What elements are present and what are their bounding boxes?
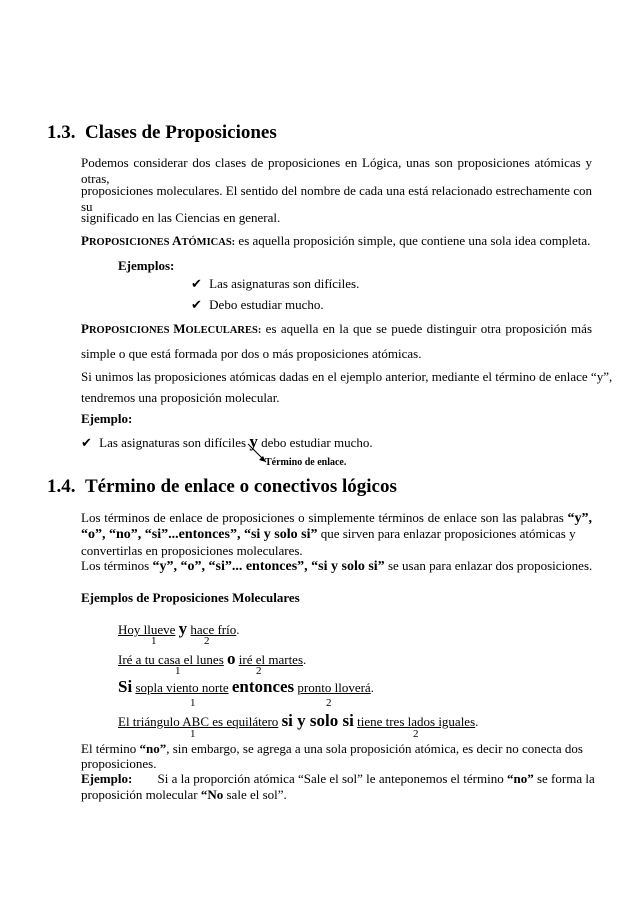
intro-line-2: proposiciones moleculares. El sentido del nombre de cada una está relacionado estrechamente con su (81, 183, 592, 214)
intro-line-3: significado en las Ciencias en general. (81, 210, 281, 225)
molecular-example-4 (118, 711, 478, 731)
molecular-term-part1: ROPOSICIONES (88, 325, 174, 336)
example-2-index-1: 1 (175, 665, 181, 677)
connectors-line-2-text: que sirven para enlazar proposiciones atómicas y (317, 526, 576, 541)
example-2-prop-1: Iré a tu casa el lunes (118, 652, 224, 667)
check-icon: ✔ (81, 436, 92, 451)
connector-y: “y”, (567, 511, 592, 526)
example-4-connector: si y solo si (281, 711, 354, 730)
example-2-prop-2: iré el martes (238, 652, 304, 667)
atomic-definition-text: es aquella proposición simple, que contiene una sola idea completa. (235, 233, 591, 248)
binary-connectors-list: “y”, “o”, “si”... entonces”, “si y solo si” (152, 559, 385, 574)
example-1-period: . (236, 622, 240, 637)
molecular-example-part-2: debo estudiar mucho. (257, 435, 373, 450)
final-example-line-2-tail: sale el sol”. (223, 787, 287, 802)
connectors-line-1-text: Los términos de enlace de proposiciones o simplemente términos de enlace son las palabras (81, 510, 568, 525)
final-example-line-1 (81, 771, 595, 787)
no-term-explanation: , sin embargo, se agrega a una sola proposición atómica, es decir no conecta dos (166, 741, 583, 756)
example-1-connector: y (178, 619, 188, 638)
molecular-definition-line-1 (81, 321, 592, 337)
final-example-text: Si a la proporción atómica “Sale el sol” le anteponemos el término (157, 771, 507, 786)
example-3-index-2: 2 (326, 697, 332, 709)
example-1-index-2: 2 (204, 635, 210, 647)
example-4-prop-1: El triángulo ABC es equilátero (118, 714, 279, 729)
example-2-index-2: 2 (256, 665, 262, 677)
atomic-definition (81, 233, 590, 249)
connectors-line-1 (81, 510, 592, 527)
example-4-index-1: 1 (190, 728, 196, 740)
molecular-term-initial-p: P (81, 321, 89, 336)
example-1-prop-1: Hoy llueve (118, 622, 176, 637)
example-label: Ejemplo: (81, 411, 133, 426)
molecular-example-2 (118, 649, 306, 669)
final-example-tail: se forma la (533, 771, 595, 786)
atomic-example-2 (191, 297, 324, 313)
final-example-no: “no” (506, 771, 534, 786)
example-1-prop-2: hace frío (190, 622, 237, 637)
example-3-period: . (370, 680, 374, 695)
section-1-3-title: Clases de Proposiciones (85, 122, 277, 143)
atomic-term-initial-a: A (172, 233, 182, 248)
check-icon: ✔ (191, 298, 202, 313)
no-term-line-1 (81, 741, 583, 757)
example-2-period: . (303, 652, 307, 667)
binary-connectors-intro: Los términos (81, 558, 153, 573)
molecular-examples-title: Ejemplos de Proposiciones Moleculares (81, 590, 300, 605)
molecular-term-initial-m: M (173, 321, 186, 336)
molecular-example-part-1: Las asignaturas son difíciles (99, 435, 250, 450)
check-icon: ✔ (191, 277, 202, 292)
example-1-index-1: 1 (151, 635, 157, 647)
example-2-connector: o (227, 649, 236, 668)
binary-connectors-line (81, 558, 592, 575)
intro-line-1: Podemos considerar dos clases de proposiciones en Lógica, unas son proposiciones atómicas y otras, (81, 155, 592, 186)
example-3-prop-2: pronto lloverá (297, 680, 371, 695)
connectors-line-3: convertirlas en proposiciones moleculares. (81, 543, 303, 558)
atomic-example-1 (191, 276, 359, 292)
atomic-term-part1: ROPOSICIONES (88, 237, 173, 248)
annotation-label: Término de enlace. (265, 457, 347, 468)
section-1-4-number: 1.4. (47, 476, 76, 497)
atomic-term-part2: TÓMICAS: (181, 237, 236, 248)
final-example-label: Ejemplo: (81, 771, 133, 786)
example-3-index-1: 1 (190, 697, 196, 709)
molecular-example-connector: y (249, 432, 258, 451)
example-3-connector-1: Si (118, 677, 133, 696)
no-term-word: “no” (139, 741, 167, 756)
atomic-term-initial-p: P (81, 233, 89, 248)
example-4-prop-2: tiene tres lados iguales (357, 714, 476, 729)
molecular-definition-text-1: es aquella en la que se puede distinguir otra proposición más (265, 321, 593, 336)
final-example-line-2 (81, 787, 287, 803)
binary-connectors-tail: se usan para enlazar dos proposiciones. (384, 558, 593, 573)
connectors-line-2 (81, 526, 576, 543)
molecular-term-part2: OLECULARES: (185, 325, 262, 336)
connectors-list: “o”, “no”, “si”...entonces”, “si y solo si” (81, 527, 318, 542)
example-3-connector-2: entonces (231, 677, 295, 696)
example-4-index-2: 2 (413, 728, 419, 740)
example-4-period: . (475, 714, 479, 729)
section-1-4-title: Término de enlace o conectivos lógicos (85, 476, 397, 497)
final-example-line-2-intro: proposición molecular (81, 787, 201, 802)
molecular-example-3 (118, 677, 374, 697)
example-3-prop-1: sopla viento norte (135, 680, 229, 695)
molecular-example-1 (118, 619, 240, 639)
section-1-3-number: 1.3. (47, 122, 76, 143)
molecular-definition-line-2: simple o que está formada por dos o más proposiciones atómicas. (81, 346, 422, 361)
no-term-intro: El término (81, 741, 140, 756)
final-example-line-2-no: “No (200, 787, 224, 802)
examples-label: Ejemplos: (118, 258, 175, 273)
molecular-example (81, 432, 373, 452)
atomic-example-1-text: Las asignaturas son difíciles. (209, 276, 360, 291)
union-line-2: tendremos una proposición molecular. (81, 390, 280, 405)
no-term-line-2: proposiciones. (81, 756, 157, 771)
union-line-1: Si unimos las proposiciones atómicas dadas en el ejemplo anterior, mediante el término de enlace “y”, (81, 369, 613, 384)
atomic-example-2-text: Debo estudiar mucho. (209, 297, 324, 312)
